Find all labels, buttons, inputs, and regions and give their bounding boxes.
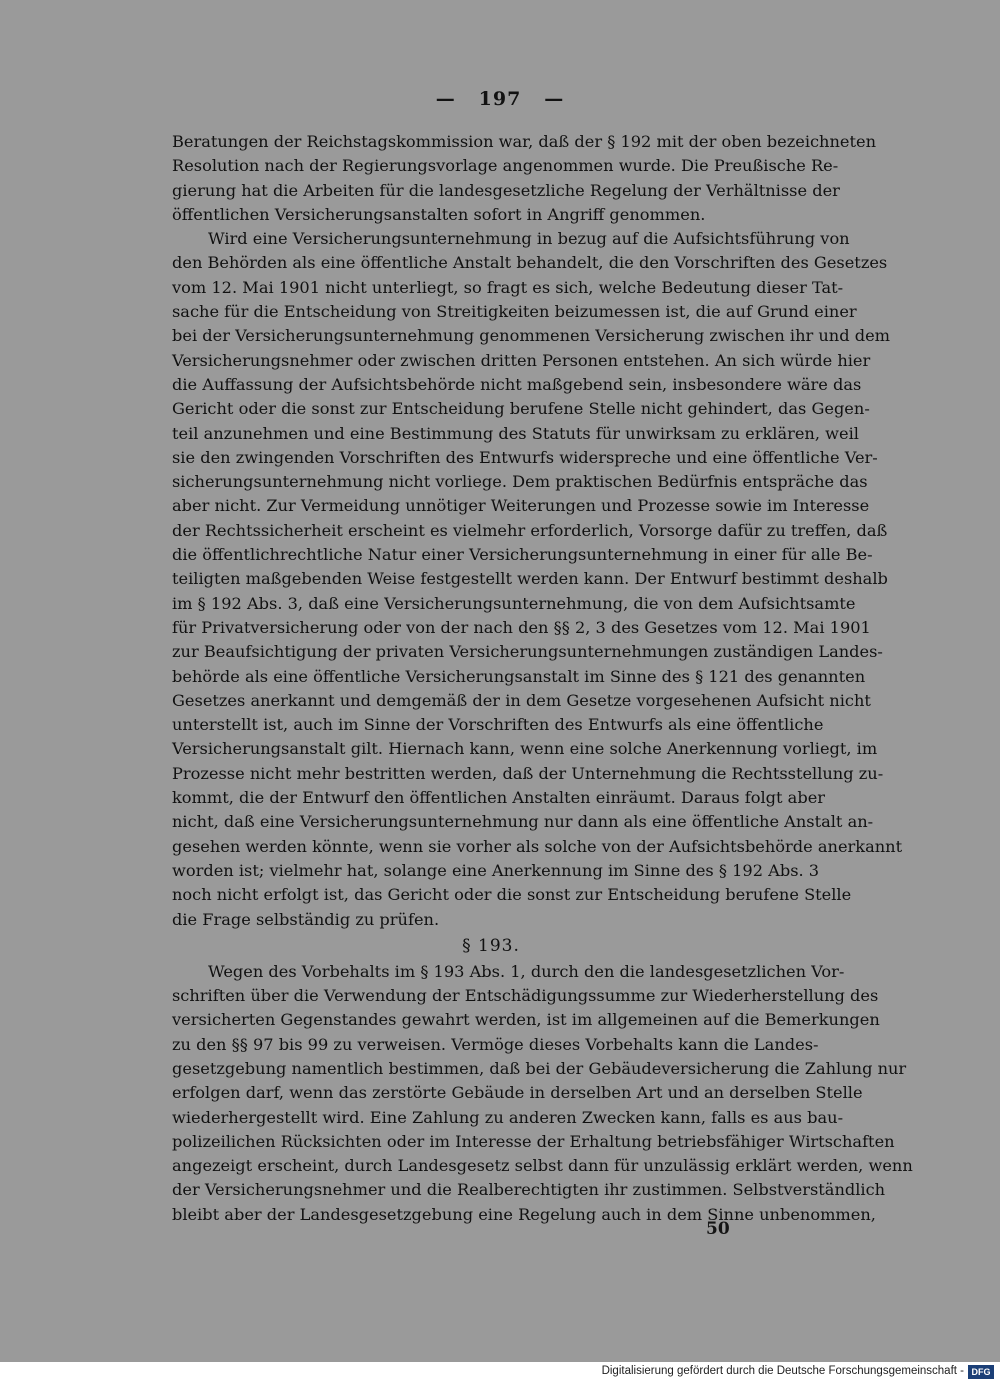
- text-line: Prozesse nicht mehr bestritten werden, daß der Unternehmung die Rechtsstellung zu-: [172, 763, 884, 783]
- text-line: nicht, daß eine Versicherungsunternehmung nur dann als eine öffentliche Anstalt an-: [172, 812, 874, 832]
- text-line: Beratungen der Reichstagskommission war, daß der § 192 mit der oben bezeichneten: [172, 132, 876, 151]
- text-line: die öffentlichrechtliche Natur einer Versicherungsunternehmung in einer für alle Be-: [172, 545, 873, 565]
- text-line: gierung hat die Arbeiten für die landesgesetzliche Regelung der Verhältnisse der: [172, 180, 840, 200]
- text-line: bei der Versicherungsunternehmung genommenen Versicherung zwischen ihr und dem: [172, 326, 891, 346]
- text-line: behörde als eine öffentliche Versicherungsanstalt im Sinne des § 121 des genannten: [172, 666, 866, 686]
- page-header: [0, 88, 1000, 114]
- text-line: für Privatversicherung oder von der nach den §§ 2, 3 des Gesetzes vom 12. Mai 1901: [172, 617, 871, 637]
- dfg-logo: DFG: [968, 1365, 994, 1379]
- text-line: zur Beaufsichtigung der privaten Versicherungsunternehmungen zuständigen Landes-: [172, 642, 883, 662]
- text-line: worden ist; vielmehr hat, solange eine Anerkennung im Sinne des § 192 Abs. 3: [172, 860, 820, 880]
- text-line: wiederhergestellt wird. Eine Zahlung zu anderen Zwecken kann, falls es aus bau-: [172, 1107, 844, 1127]
- text-line: gesehen werden könnte, wenn sie vorher als solche von der Aufsichtsbehörde anerkannt: [172, 836, 903, 856]
- text-line: Resolution nach der Regierungsvorlage angenommen wurde. Die Preußische Re-: [172, 156, 839, 176]
- text-line: sicherungsunternehmung nicht vorliege. Dem praktischen Bedürfnis entspräche das: [172, 472, 868, 492]
- text-line: unterstellt ist, auch im Sinne der Vorschriften des Entwurfs als eine öffentliche: [172, 715, 824, 735]
- text-line: der Versicherungsnehmer und die Realberechtigten ihr zustimmen. Selbstverständlich: [172, 1180, 886, 1200]
- section-heading: § 193.: [462, 935, 520, 956]
- text-line: sie den zwingenden Vorschriften des Entwurfs widerspreche und eine öffentliche Ver-: [172, 447, 878, 467]
- text-line: teiligten maßgebenden Weise festgestellt werden kann. Der Entwurf bestimmt deshalb: [172, 569, 888, 589]
- footer-bar: [0, 1362, 1000, 1383]
- text-line: den Behörden als eine öffentliche Anstalt behandelt, die den Vorschriften des Gesetzes: [172, 253, 888, 273]
- text-line: polizeilichen Rücksichten oder im Interesse der Erhaltung betriebsfähiger Wirtschaften: [172, 1131, 895, 1151]
- text-line: zu den §§ 97 bis 99 zu verweisen. Vermöge dieses Vorbehalts kann die Landes-: [172, 1034, 819, 1054]
- text-line: erfolgen darf, wenn das zerstörte Gebäude in derselben Art und an derselben Stelle: [172, 1083, 863, 1103]
- header-dash-right: —: [544, 88, 565, 110]
- text-line: die Frage selbständig zu prüfen.: [172, 909, 440, 929]
- paragraph-2: [172, 227, 903, 932]
- text-line: bleibt aber der Landesgesetzgebung eine Regelung auch in dem Sinne unbenommen,: [172, 1204, 876, 1224]
- text-line: der Rechtssicherheit erscheint es vielmehr erforderlich, Vorsorge dafür zu treffen, daß: [172, 520, 888, 540]
- text-line: aber nicht. Zur Vermeidung unnötiger Weiterungen und Prozesse sowie im Interesse: [172, 496, 870, 516]
- text-line: kommt, die der Entwurf den öffentlichen Anstalten einräumt. Daraus folgt aber: [172, 788, 826, 808]
- text-line: öffentlichen Versicherungsanstalten sofort in Angriff genommen.: [172, 204, 706, 224]
- text-line: teil anzunehmen und eine Bestimmung des Statuts für unwirksam zu erklären, weil: [172, 423, 859, 443]
- body-text: [172, 130, 913, 1227]
- text-line: Wegen des Vorbehalts im § 193 Abs. 1, durch den die landesgesetzlichen Vor-: [208, 961, 845, 981]
- text-line: Gesetzes anerkannt und demgemäß der in dem Gesetze vorgesehenen Aufsicht nicht: [172, 690, 871, 710]
- text-line: versicherten Gegenstandes gewahrt werden, ist im allgemeinen auf die Bemerkungen: [172, 1010, 880, 1030]
- text-line: noch nicht erfolgt ist, das Gericht oder die sonst zur Entscheidung berufene Stelle: [172, 885, 852, 905]
- text-line: Gericht oder die sonst zur Entscheidung berufene Stelle nicht gehindert, das Gegen-: [172, 399, 870, 419]
- page-number: 197: [478, 88, 522, 110]
- text-line: Wird eine Versicherungsunternehmung in bezug auf die Aufsichtsführung von: [208, 229, 850, 249]
- text-line: Versicherungsnehmer oder zwischen dritten Personen entstehen. An sich würde hier: [172, 350, 871, 370]
- text-line: sache für die Entscheidung von Streitigkeiten beizumessen ist, die auf Grund einer: [172, 302, 857, 322]
- signature-mark: 50: [706, 1219, 730, 1239]
- text-line: vom 12. Mai 1901 nicht unterliegt, so fragt es sich, welche Bedeutung dieser Tat-: [172, 277, 844, 297]
- header-dash-left: —: [435, 88, 456, 110]
- footer-credit: Digitalisierung gefördert durch die Deutsche Forschungsgemeinschaft -: [601, 1365, 964, 1377]
- paragraph-3: [172, 960, 913, 1227]
- text-line: Versicherungsanstalt gilt. Hiernach kann, wenn eine solche Anerkennung vorliegt, im: [172, 739, 878, 759]
- text-line: die Auffassung der Aufsichtsbehörde nicht maßgebend sein, insbesondere wäre das: [172, 374, 862, 394]
- text-line: gesetzgebung namentlich bestimmen, daß bei der Gebäudeversicherung die Zahlung nur: [172, 1058, 907, 1078]
- text-line: schriften über die Verwendung der Entschädigungssumme zur Wiederherstellung des: [172, 986, 879, 1006]
- paragraph-1: [172, 130, 876, 227]
- text-line: angezeigt erscheint, durch Landesgesetz selbst dann für unzulässig erklärt werden, wenn: [172, 1156, 913, 1176]
- text-line: im § 192 Abs. 3, daß eine Versicherungsunternehmung, die von dem Aufsichtsamte: [172, 593, 856, 613]
